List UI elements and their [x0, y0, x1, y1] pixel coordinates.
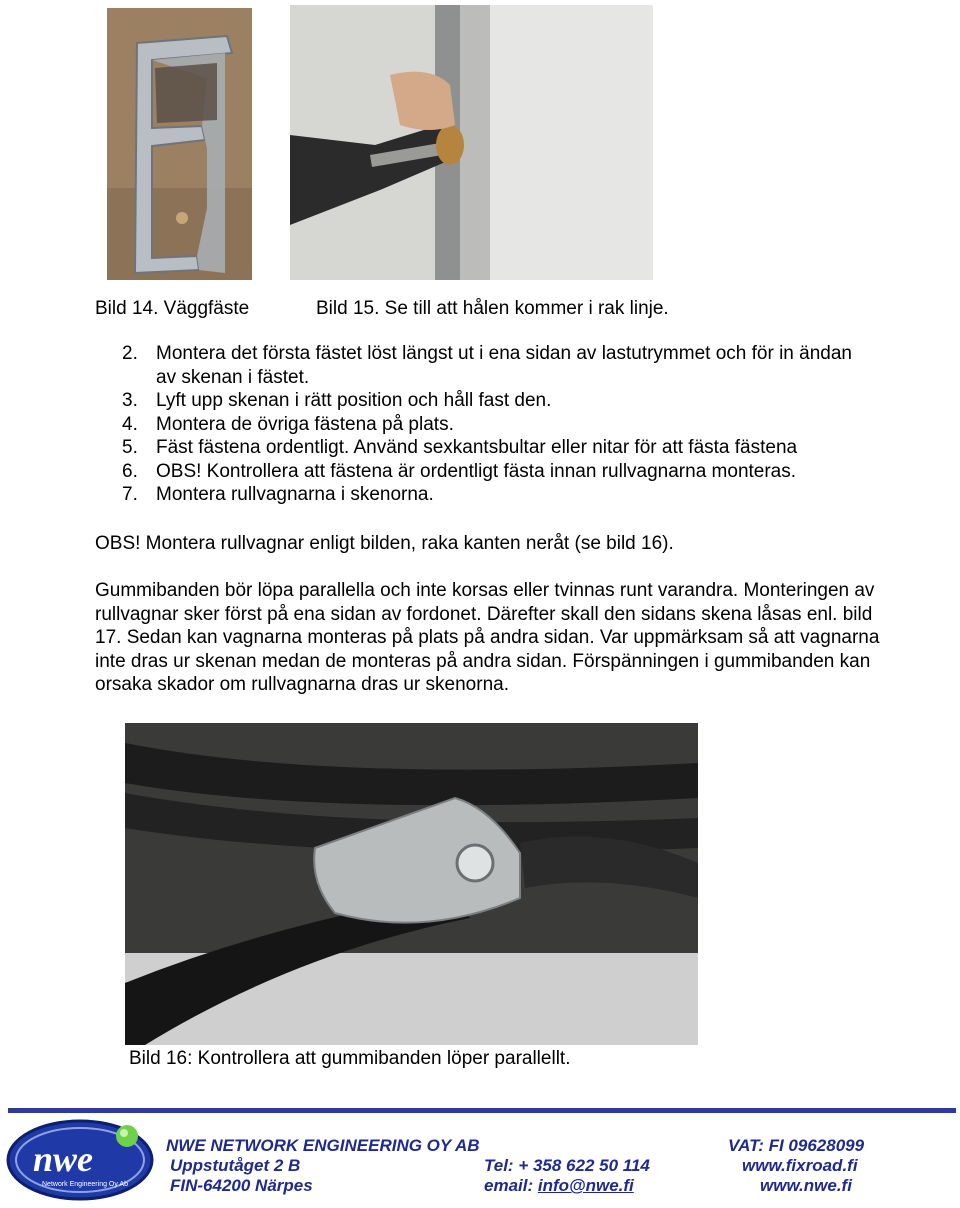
photo-drilling: [290, 5, 653, 280]
svg-text:nwe: nwe: [33, 1139, 94, 1179]
footer-tel: Tel: + 358 622 50 114: [484, 1156, 650, 1175]
fig16-caption: Bild 16: Kontrollera att gummibanden löper parallellt.: [129, 1048, 571, 1069]
footer-vat: VAT: FI 09628099: [728, 1136, 865, 1155]
footer-company: NWE NETWORK ENGINEERING OY AB: [166, 1136, 480, 1155]
company-logo: [5, 1118, 155, 1202]
footer-divider: [8, 1108, 956, 1113]
obs-note: OBS! Montera rullvagnar enligt bilden, raka kanten neråt (se bild 16).: [95, 533, 674, 554]
list-item: 3. Lyft upp skenan i rätt position och håll fast den.: [122, 390, 552, 411]
email-link[interactable]: info@nwe.fi: [537, 1176, 634, 1195]
footer-address1: Uppstutåget 2 B: [170, 1156, 301, 1175]
svg-text:Network Engineering Oy Ab: Network Engineering Oy Ab: [42, 1181, 128, 1188]
body-paragraph: Gummibanden bör löpa parallella och inte korsas eller tvinnas runt varandra. Monteringen av rullvagnar sker först på ena sidan av fordonet. Därefter skall den sidans skena låsas enl. bild 17. Sedan kan vagnarna monteras på plats på andra sidan. Var uppmärksam så att vagnarna inte dras ur skenan medan de monteras på andra sidan. Förspänningen i gummibanden kan orsaka skador om rullvagnarna dras ur skenorna.: [95, 580, 880, 695]
photo-wall-bracket: [107, 8, 252, 280]
list-item: 6. OBS! Kontrollera att fästena är ordentligt fästa innan rullvagnarna monteras.: [122, 460, 797, 482]
instruction-steps: [120, 342, 876, 507]
list-item: 7. Montera rullvagnarna i skenorna.: [122, 484, 434, 505]
fig14-caption: Bild 14. Väggfäste: [95, 298, 250, 319]
footer-web-nwe[interactable]: www.nwe.fi: [760, 1176, 852, 1195]
fig15-caption: Bild 15. Se till att hålen kommer i rak linje.: [316, 298, 669, 319]
footer-address2: FIN-64200 Närpes: [170, 1176, 313, 1195]
photo-roller-carriage: [125, 723, 698, 1045]
footer-email: email: info@nwe.fi: [484, 1176, 634, 1195]
list-item: 4. Montera de övriga fästena på plats.: [122, 413, 454, 435]
footer-web-fixroad[interactable]: www.fixroad.fi: [742, 1156, 858, 1175]
list-item: 2. Montera det första fästet löst längst ut i ena sidan av lastutrymmet och för in ändan av skenan i fästet.: [122, 343, 852, 388]
list-item: 5. Fäst fästena ordentligt. Använd sexkantsbultar eller nitar för att fästa fästena: [122, 437, 798, 458]
